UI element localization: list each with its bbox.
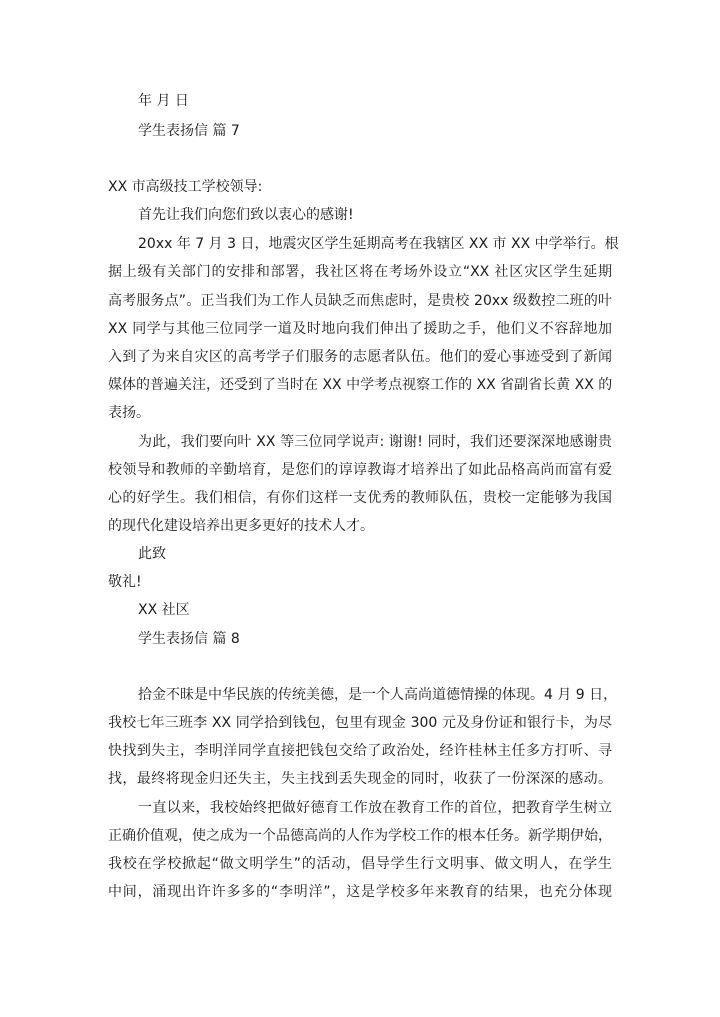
paragraph-line: XX 同学与其他三位同学一道及时地向我们伸出了援助之手，他们义不容辞地加: [108, 321, 612, 337]
paragraph-line: 心的好学生。我们相信，有你们这样一支优秀的教师队伍，贵校一定能够为我国: [108, 490, 612, 506]
paragraph-line: 20xx 年 7 月 3 日，地震灾区学生延期高考在我辖区 XX 市 XX 中学举行。根: [138, 236, 619, 252]
salutation: XX 市高级技工学校领导:: [108, 179, 263, 195]
closing-line-2: 敬礼!: [108, 574, 142, 590]
paragraph-line: 的现代化建设培养出更多更好的技术人才。: [108, 518, 374, 534]
paragraph-line: 我校在学校掀起“做文明学生”的活动，倡导学生行文明事、做文明人，在学生: [108, 856, 612, 872]
paragraph-line: 表扬。: [108, 405, 150, 421]
closing-line-1: 此致: [138, 546, 166, 562]
paragraph-line: 快找到失主，李明洋同学直接把钱包交给了政治处，经许桂林主任多方打听、寻: [108, 743, 612, 759]
paragraph-line: 中间，涌现出许许多多的“李明洋”，这是学校多年来教育的结果，也充分体现: [108, 884, 612, 900]
paragraph-line: 找，最终将现金归还失主，失主找到丢失现金的同时，收获了一份深深的感动。: [108, 771, 612, 787]
paragraph-line: 为此，我们要向叶 XX 等三位同学说声: 谢谢! 同时，我们还要深深地感谢贵: [138, 434, 612, 450]
thanks-line: 首先让我们向您们致以衷心的感谢!: [138, 207, 354, 223]
paragraph-line: 校领导和教师的辛勤培育，是您们的谆谆教诲才培养出了如此品格高尚而富有爱: [108, 462, 612, 478]
paragraph-line: 拾金不昧是中华民族的传统美德，是一个人高尚道德情操的体现。4 月 9 日，: [138, 687, 618, 703]
paragraph-line: 高考服务点”。正当我们为工作人员缺乏而焦虑时，是贵校 20xx 级数控二班的叶: [108, 293, 612, 309]
section-heading-7: 学生表扬信 篇 7: [138, 123, 240, 139]
paragraph-line: 媒体的普遍关注，还受到了当时在 XX 中学考点视察工作的 XX 省副省长黄 XX 的: [108, 377, 613, 393]
paragraph-line: 据上级有关部门的安排和部署，我社区将在考场外设立“XX 社区灾区学生延期: [108, 264, 612, 280]
date-line: 年 月 日: [138, 93, 189, 109]
signature: XX 社区: [138, 602, 190, 618]
paragraph-line: 我校七年三班李 XX 同学拾到钱包，包里有现金 300 元及身份证和银行卡，为尽: [108, 715, 612, 731]
paragraph-line: 入到了为来自灾区的高考学子们服务的志愿者队伍。他们的爱心事迹受到了新闻: [108, 349, 612, 365]
paragraph-line: 正确价值观，使之成为一个品德高尚的人作为学校工作的根本任务。新学期伊始，: [108, 828, 612, 844]
paragraph-line: 一直以来，我校始终把做好德育工作放在教育工作的首位，把教育学生树立: [138, 800, 612, 816]
section-heading-8: 学生表扬信 篇 8: [138, 631, 240, 647]
